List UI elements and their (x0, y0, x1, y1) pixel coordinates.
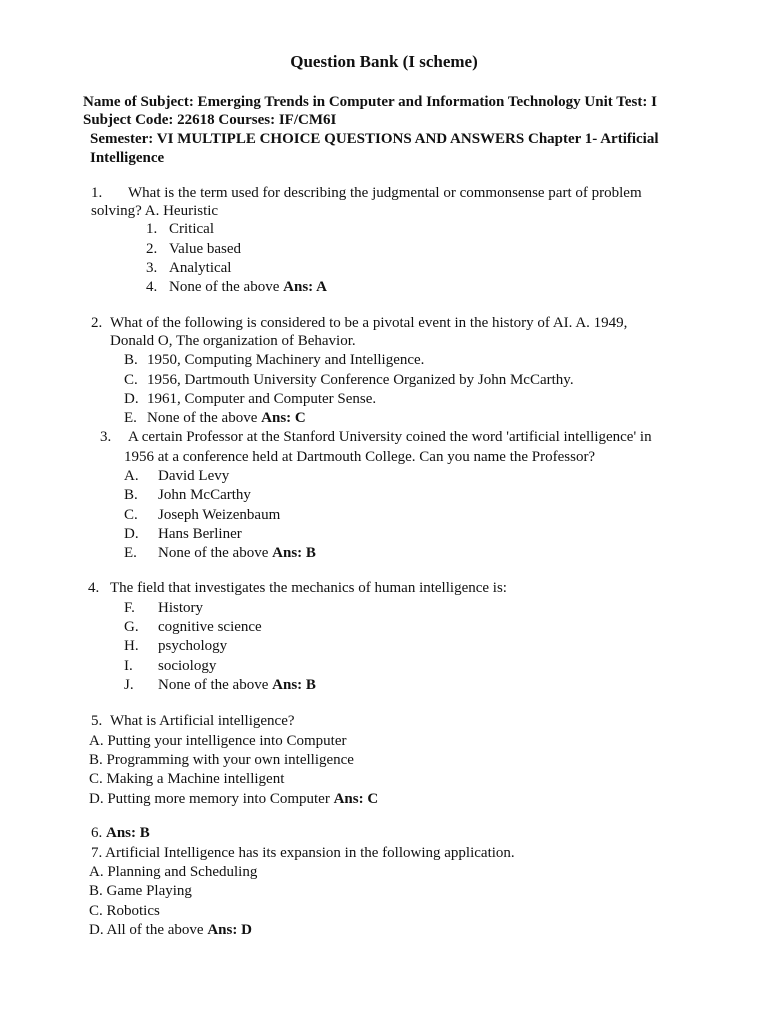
option-label: None of the above (169, 279, 284, 295)
option-marker: C. (124, 507, 138, 523)
subject-line: Name of Subject: Emerging Trends in Computer and Information Technology Unit Test: I (83, 94, 657, 110)
option-marker: D. (124, 526, 139, 542)
answer: Ans: B (272, 545, 316, 561)
option-marker: H. (124, 638, 139, 654)
question-text: What of the following is considered to be a pivotal event in the history of AI. A. 1949, (110, 315, 628, 331)
option-marker: G. (124, 619, 139, 635)
answer: Ans: B (272, 677, 316, 693)
question-number: 6. (91, 825, 106, 841)
chapter-line: Intelligence (90, 150, 165, 166)
option-text: Critical (169, 221, 214, 237)
option-text: C. Robotics (89, 903, 160, 919)
option-marker: E. (124, 410, 137, 426)
question-number: 3. (100, 429, 112, 445)
page-title: Question Bank (I scheme) (290, 52, 478, 71)
question-text: solving? A. Heuristic (91, 203, 219, 219)
option-marker: 2. (146, 241, 158, 257)
option-text: 1961, Computer and Computer Sense. (147, 391, 377, 407)
question-text: What is Artificial intelligence? (110, 713, 295, 729)
option-label: None of the above (147, 410, 262, 426)
answer: Ans: A (283, 279, 327, 295)
option-label: None of the above (158, 677, 273, 693)
option-text: psychology (158, 638, 228, 654)
option-text: Value based (169, 241, 242, 257)
option-marker: A. (124, 468, 139, 484)
option-text: B. Game Playing (89, 883, 192, 899)
option-text: C. Making a Machine intelligent (89, 771, 285, 787)
option-text: A. Planning and Scheduling (89, 864, 258, 880)
option-text: History (158, 600, 203, 616)
option-marker: B. (124, 487, 138, 503)
option-text: Hans Berliner (158, 526, 242, 542)
question-text: Donald O, The organization of Behavior. (110, 333, 356, 349)
semester-line: Semester: VI MULTIPLE CHOICE QUESTIONS AND ANSWERS Chapter 1- Artificial (90, 131, 659, 147)
question-text: 1956 at a conference held at Dartmouth College. Can you name the Professor? (124, 449, 596, 465)
subject-code-line: Subject Code: 22618 Courses: IF/CM6I (83, 112, 337, 128)
question-text: The field that investigates the mechanics of human intelligence is: (110, 580, 507, 596)
question-text: What is the term used for describing the judgmental or commonsense part of problem (128, 185, 642, 201)
option-text: Joseph Weizenbaum (158, 507, 281, 523)
option-marker: 3. (146, 260, 158, 276)
option-label: D. Putting more memory into Computer (89, 791, 334, 807)
question-number: 5. (91, 713, 103, 729)
question-number: 1. (91, 185, 103, 201)
question-6 (91, 824, 150, 844)
option-text (147, 409, 306, 429)
option-marker: E. (124, 545, 137, 561)
option-label: None of the above (158, 545, 273, 561)
option-text (169, 278, 327, 298)
option-text: cognitive science (158, 619, 262, 635)
option-marker: 1. (146, 221, 158, 237)
option-marker: 4. (146, 279, 158, 295)
question-text: 7. Artificial Intelligence has its expansion in the following application. (91, 845, 515, 861)
option-text (158, 676, 316, 696)
option-text: 1956, Dartmouth University Conference Organized by John McCarthy. (147, 372, 574, 388)
answer: Ans: D (207, 922, 252, 938)
question-text: A certain Professor at the Stanford University coined the word 'artificial intelligence' in (128, 429, 652, 445)
option-text (89, 921, 252, 941)
option-label: D. All of the above (89, 922, 208, 938)
question-number: 2. (91, 315, 103, 331)
option-marker: B. (124, 352, 138, 368)
option-marker: J. (124, 677, 134, 693)
option-text: 1950, Computing Machinery and Intelligence. (147, 352, 425, 368)
answer: Ans: C (261, 410, 306, 426)
answer: Ans: C (333, 791, 379, 807)
option-marker: D. (124, 391, 139, 407)
option-marker: F. (124, 600, 135, 616)
option-marker: I. (124, 658, 133, 674)
option-text: John McCarthy (158, 487, 251, 503)
option-text: Analytical (169, 260, 232, 276)
option-text (158, 544, 316, 564)
option-text: A. Putting your intelligence into Computer (89, 733, 347, 749)
answer: Ans: B (106, 825, 150, 841)
option-text: sociology (158, 658, 217, 674)
option-text (89, 790, 378, 810)
option-marker: C. (124, 372, 138, 388)
question-number: 4. (88, 580, 100, 596)
option-text: B. Programming with your own intelligence (89, 752, 354, 768)
option-text: David Levy (158, 468, 230, 484)
